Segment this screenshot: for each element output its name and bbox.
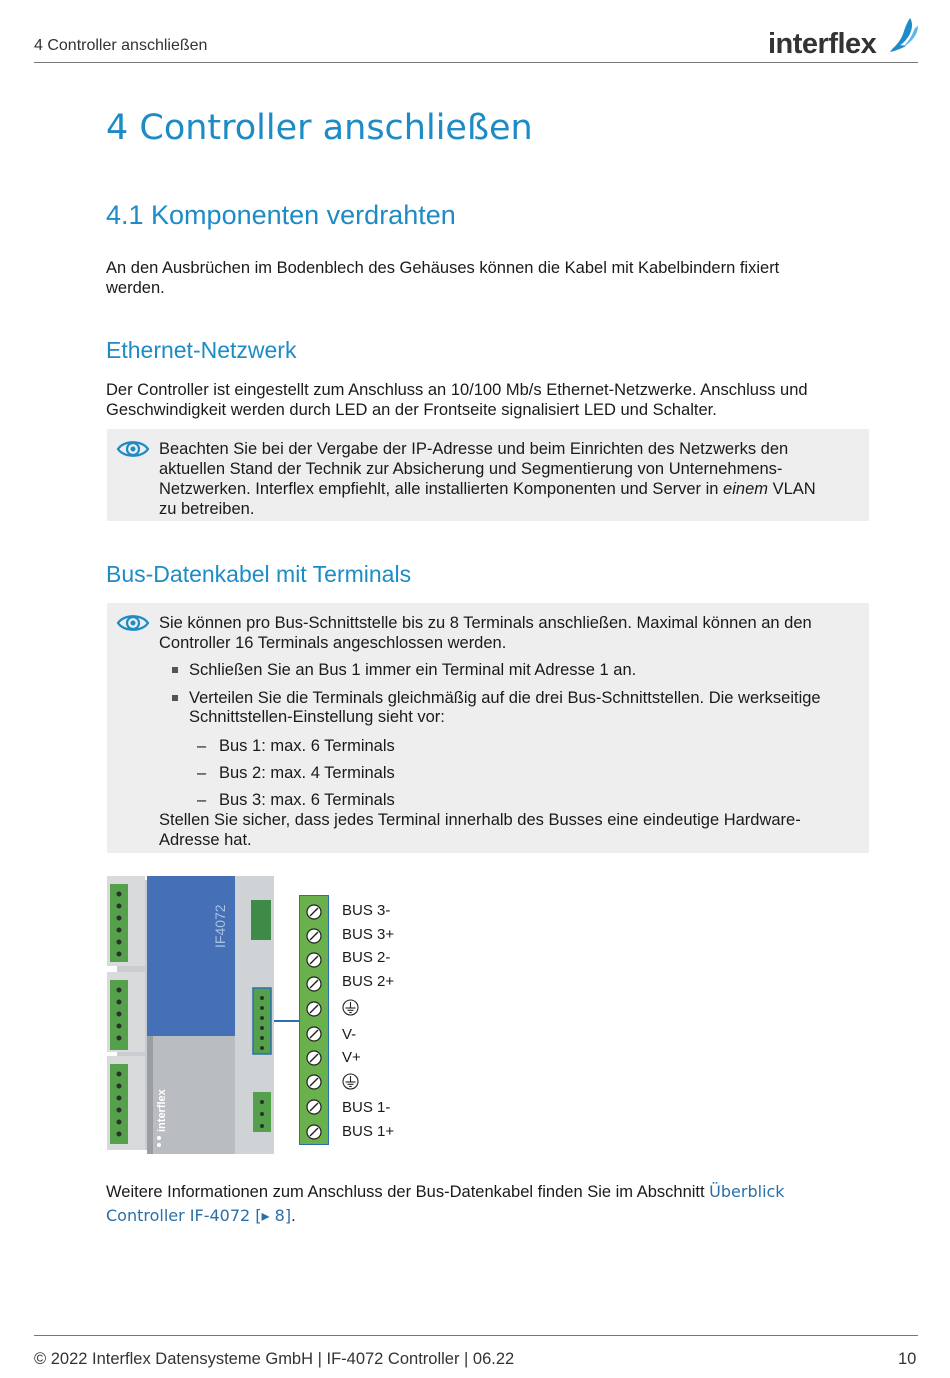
overview-link-continued[interactable]: Controller IF-4072 [▸ 8] — [106, 1206, 292, 1225]
ethernet-heading: Ethernet-Netzwerk — [106, 337, 297, 363]
screw-icon — [306, 1099, 322, 1115]
eye-icon — [116, 612, 150, 634]
terminal-label: BUS 3- — [342, 902, 391, 919]
device-model-label: IF4072 — [212, 904, 228, 948]
square-bullet-icon — [172, 667, 178, 673]
bus-note-box: Sie können pro Bus-Schnittstelle bis zu 8 Terminals anschließen. Maximal können an den Controller 16 Terminals angeschlossen werden. Schließen Sie an Bus 1 immer ein Terminal mit Adresse 1 an. Verteilen Sie die Terminals gleichmäßig auf die drei Bus-Schnittstellen. Die werkseitige Schnittstellen-Einstellung sieht vor: – Bus 1: max. 6 Terminals – Bus 2: max. 4 Terminals – Bus 3: max. 6 Terminals Stellen Sie sicher, dass jedes Terminal innerhalb des Busses eine eindeutige Hardware- Adresse hat. — [107, 603, 869, 853]
emphasis-text: einem — [723, 480, 768, 498]
footer-copyright: © 2022 Interflex Datensysteme GmbH | IF-4072 Controller | 06.22 — [34, 1350, 515, 1368]
intro-line-1: An den Ausbrüchen im Bodenblech des Gehäuses können die Kabel mit Kabelbindern fixiert — [106, 259, 780, 277]
note-line-4: zu betreiben. — [159, 500, 255, 518]
terminal-block — [299, 895, 329, 1145]
terminal-label: BUS 1+ — [342, 1123, 395, 1140]
ethernet-note-text — [159, 439, 861, 519]
bus-heading: Bus-Datenkabel mit Terminals — [106, 561, 412, 587]
bus-note-closing: Stellen Sie sicher, dass jedes Terminal innerhalb des Busses eine eindeutige Hardware- Adresse hat. — [159, 811, 801, 849]
controller-device-image — [107, 876, 274, 1154]
note-line-3: Netzwerken. Interflex empfiehlt, alle installierten Komponenten und Server in einem VLAN — [159, 480, 816, 498]
bus-note-intro — [159, 613, 861, 653]
further-info-line-2: Controller IF-4072 [▸ 8]. — [106, 1206, 296, 1225]
eye-icon — [116, 438, 150, 460]
screw-icon — [306, 1074, 322, 1090]
ethernet-note-box — [107, 429, 869, 521]
footer-divider — [34, 1335, 918, 1336]
page-number: 10 — [898, 1350, 917, 1368]
terminal-label: BUS 2+ — [342, 973, 395, 990]
screw-icon — [306, 1001, 322, 1017]
section-title: 4.1 Komponenten verdrahten — [106, 200, 456, 230]
chapter-title: 4 Controller anschließen — [106, 108, 533, 148]
intro-paragraph — [106, 258, 866, 298]
ground-icon — [342, 999, 359, 1016]
intro-line-2: werden. — [106, 279, 165, 297]
terminal-label: BUS 3+ — [342, 926, 395, 943]
screw-icon — [306, 1124, 322, 1140]
terminal-label: V+ — [342, 1049, 361, 1066]
further-info-line-1: Weitere Informationen zum Anschluss der Bus-Datenkabel finden Sie im Abschnitt Überblick — [106, 1182, 785, 1201]
bus-note-line-1: Sie können pro Bus-Schnittstelle bis zu 8 Terminals anschließen. Maximal können an den — [159, 614, 812, 632]
screw-icon — [306, 952, 322, 968]
page-ref-arrow-icon: ▸ — [261, 1206, 270, 1225]
screw-icon — [306, 928, 322, 944]
ethernet-line-1: Der Controller ist eingestellt zum Anschluss an 10/100 Mb/s Ethernet-Netzwerke. Anschluss und — [106, 381, 808, 399]
logo-text: interflex — [768, 28, 877, 60]
butterfly-logo-icon — [880, 16, 920, 56]
note-line-1: Beachten Sie bei der Vergabe der IP-Adresse und beim Einrichten des Netzwerks den — [159, 440, 789, 458]
interflex-logo — [768, 16, 920, 60]
note-line-2: aktuellen Stand der Technik zur Absicherung und Segmentierung von Unternehmens- — [159, 460, 783, 478]
screw-icon — [306, 1026, 322, 1042]
terminal-label: BUS 2- — [342, 949, 391, 966]
ethernet-line-2: Geschwindigkeit werden durch LED an der Frontseite signalisiert LED und Schalter. — [106, 401, 717, 419]
connector-callout-line — [274, 1020, 300, 1022]
further-info-paragraph — [106, 1180, 866, 1228]
screw-icon — [306, 1050, 322, 1066]
bus-note-line-2: Controller 16 Terminals angeschlossen werden. — [159, 634, 507, 652]
device-brand-label: interflex — [156, 1089, 168, 1132]
terminal-label: BUS 1- — [342, 1099, 391, 1116]
running-header: 4 Controller anschließen — [34, 37, 208, 54]
overview-link[interactable]: Überblick — [709, 1182, 785, 1201]
header-divider — [34, 62, 918, 63]
screw-icon — [306, 976, 322, 992]
terminal-label: V- — [342, 1026, 357, 1043]
screw-icon — [306, 904, 322, 920]
square-bullet-icon — [172, 695, 178, 701]
ground-icon — [342, 1073, 359, 1090]
ethernet-paragraph — [106, 380, 866, 420]
